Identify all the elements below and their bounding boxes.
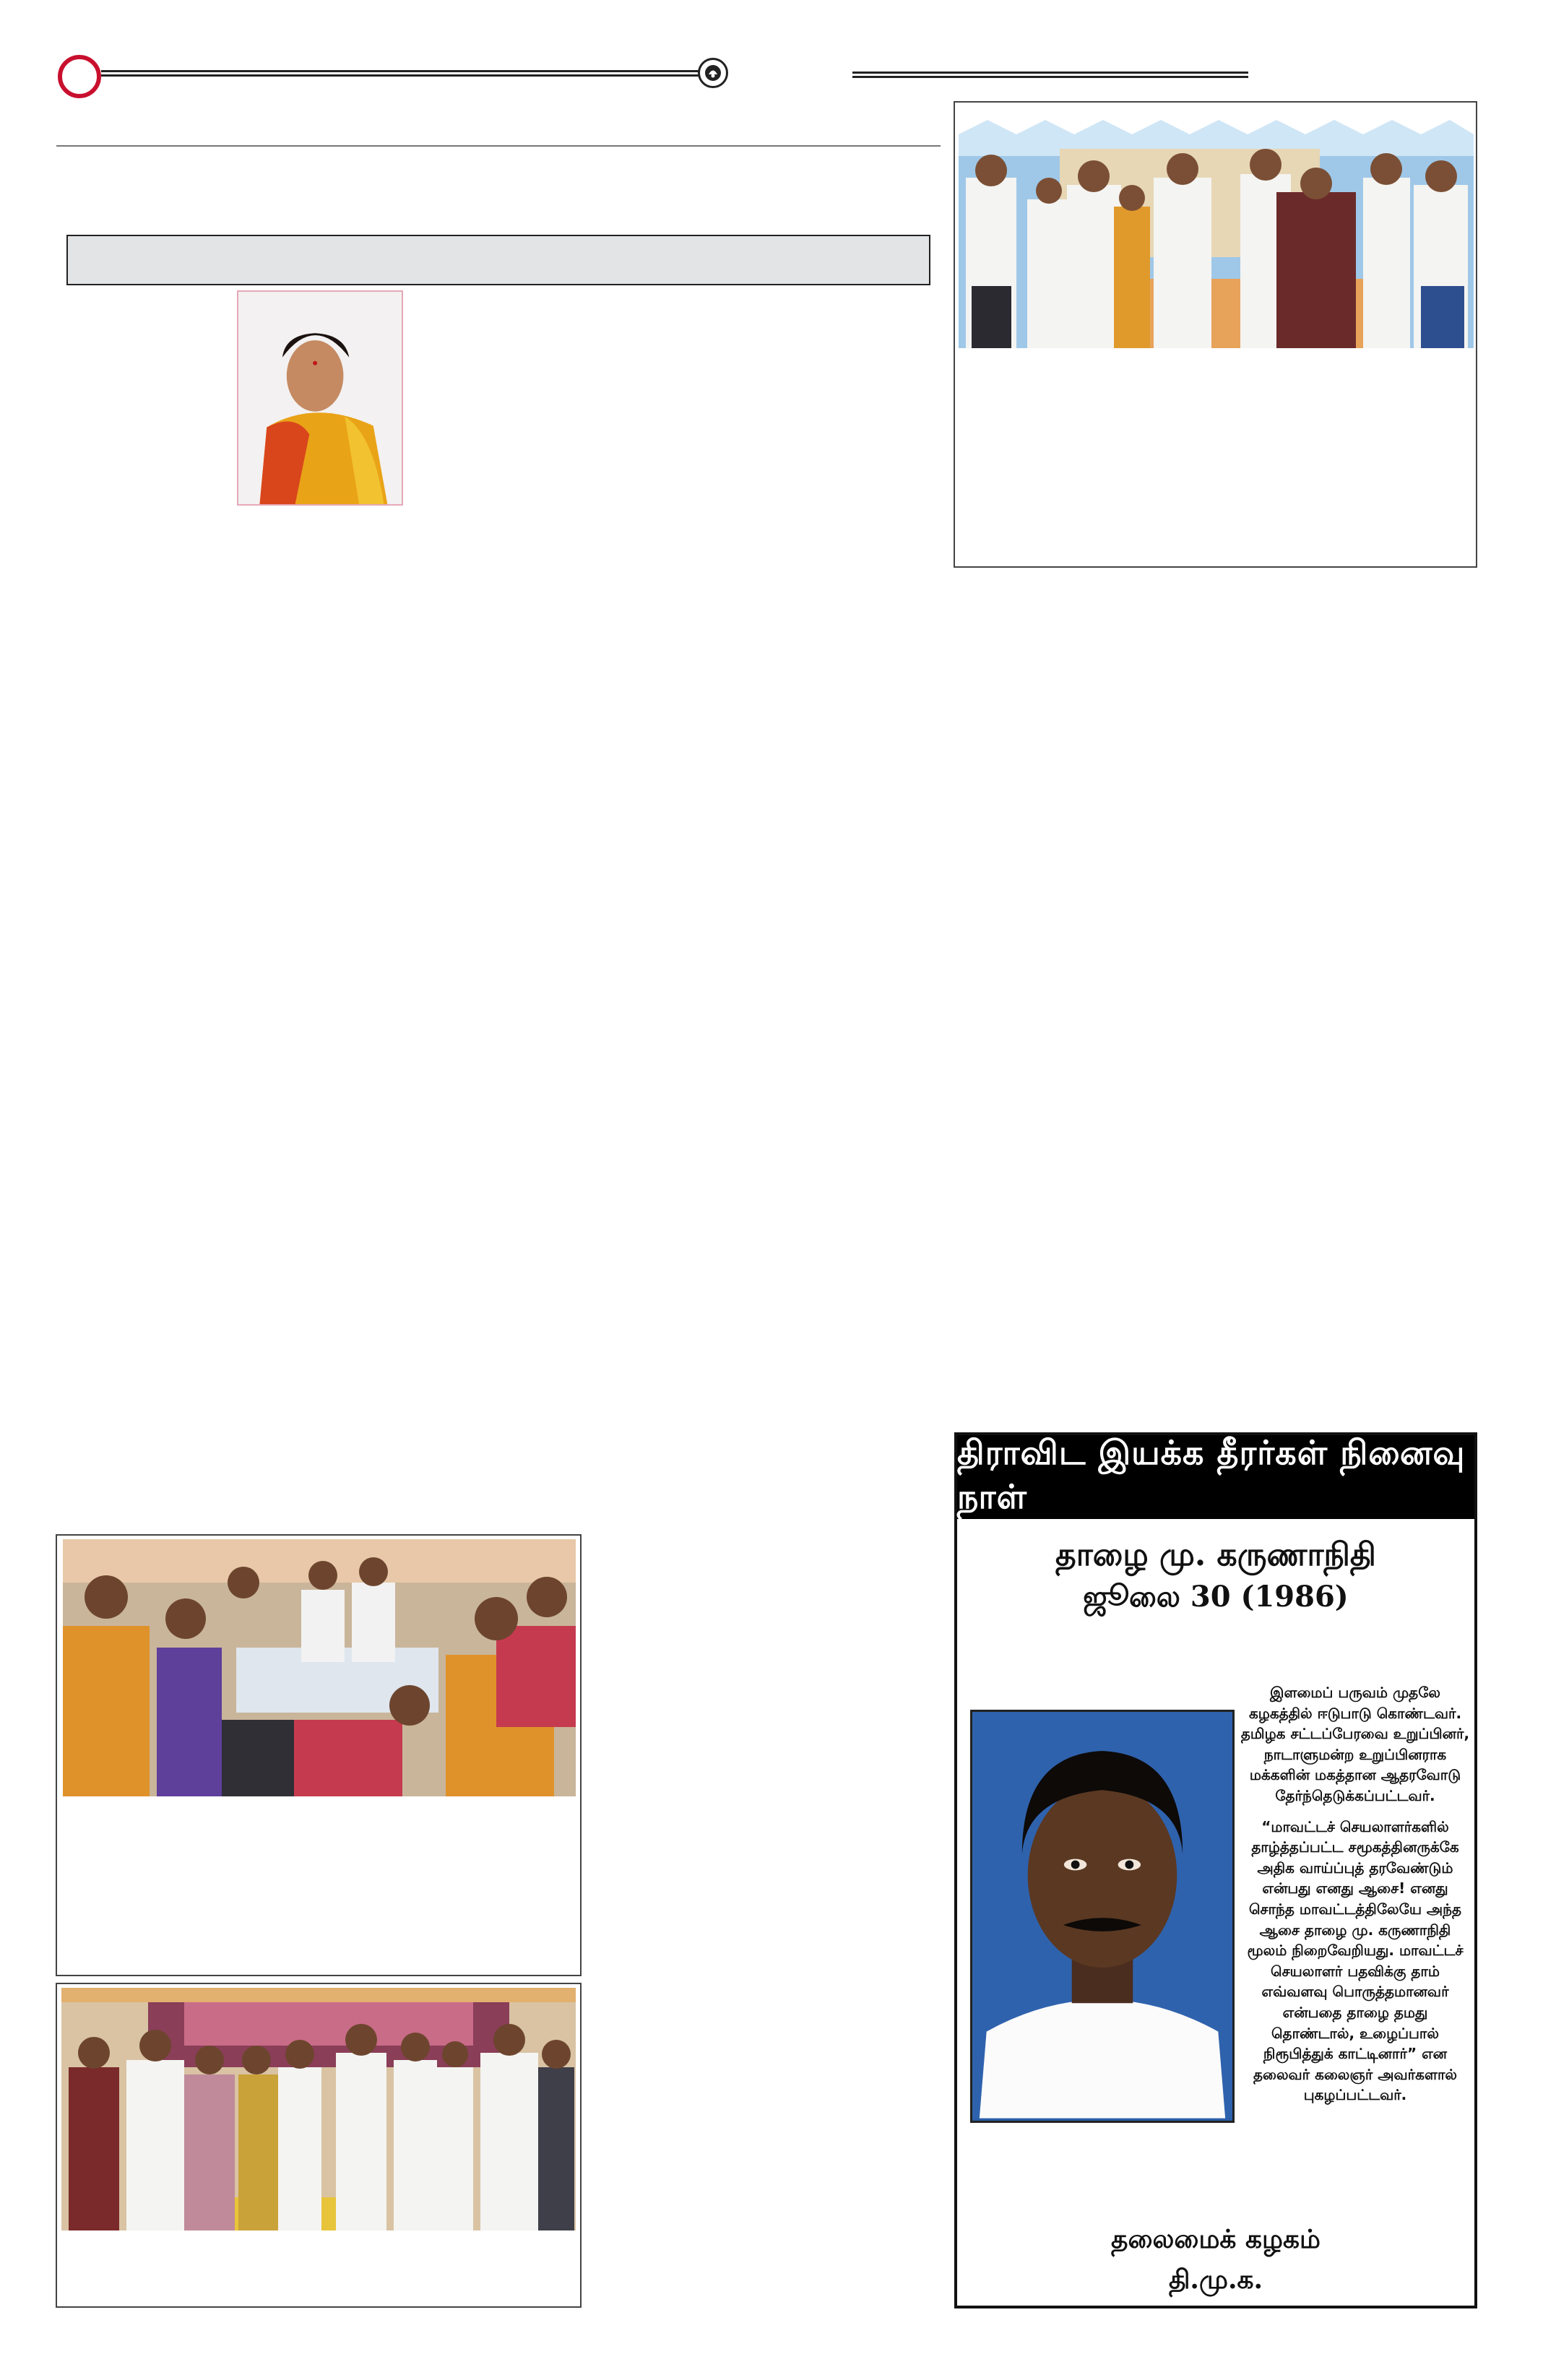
memorial-notice-box xyxy=(954,1432,1477,2308)
column-divider-rule xyxy=(56,145,941,147)
memorial-issuer-line1: தலைமைக் கழகம் xyxy=(1111,2224,1321,2254)
group-photo xyxy=(61,1988,576,2230)
memorial-portrait-photo xyxy=(970,1710,1235,2123)
masthead-rule-left xyxy=(101,70,699,77)
memorial-name: தாழை மு. கருணாநிதி xyxy=(1055,1536,1376,1573)
party-emblem-icon xyxy=(698,58,728,88)
page-number-circle xyxy=(58,55,101,98)
section-banner xyxy=(66,235,930,285)
crowd-photo xyxy=(63,1539,576,1796)
memorial-paragraph-2: “மாவட்டச் செயலாளர்களில் தாழ்த்தப்பட்ட சமூகத்தினருக்கே அதிக வாய்ப்புத் தரவேண்டும் என்பது எனது ஆசை! எனது சொந்த மாவட்டத்திலேயே அந்த ஆசை தாழை மு. கருணாநிதி மூலம் நிறைவேறியது. மாவட்டச் செயலாளர் பதவிக்கு தாம் எவ்வளவு பொருத்தமானவர் என்பதை தாழை தமது தொண்டால், உழைப்பால் நிரூபித்துக் காட்டினார்” என தலைவர் கலைஞர் அவர்களால் புகழப்பட்டவர். xyxy=(1247,1817,1464,2104)
masthead-rule-right xyxy=(852,72,1248,78)
memorial-notice-header: திராவிட இயக்க தீரர்கள் நினைவு நாள் xyxy=(957,1435,1474,1519)
portrait-photo xyxy=(237,290,403,506)
memorial-date: ஜூலை 30 (1986) xyxy=(1083,1580,1349,1614)
memorial-paragraph-1: இளமைப் பருவம் முதலே கழகத்தில் ஈடுபாடு கொண்டவர். தமிழக சட்டப்பேரவை உறுப்பினர், நாடாளுமன்ற உறுப்பினராக மக்களின் மகத்தான ஆதரவோடு தேர்ந்தெடுக்கப்பட்டவர். xyxy=(1240,1684,1470,1804)
memorial-tribute-text xyxy=(1240,1682,1470,2116)
memorial-issuer-line2: தி.மு.க. xyxy=(1168,2264,1263,2295)
group-photo xyxy=(959,105,1474,348)
